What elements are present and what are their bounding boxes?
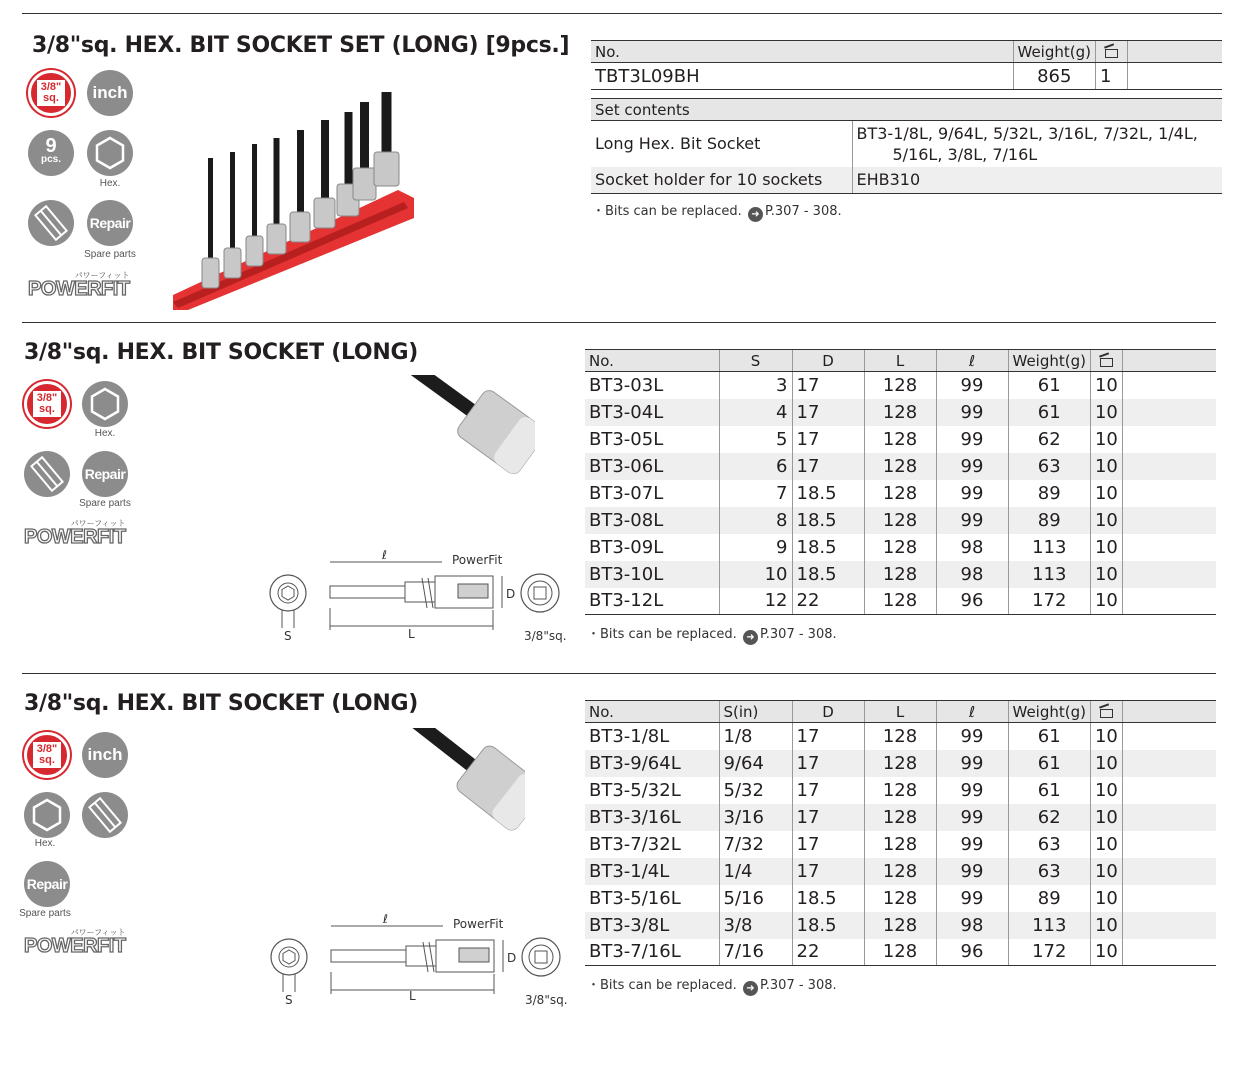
metric-note: ・Bits can be replaced. ➜ P.307 - 308.	[587, 627, 837, 643]
table-row: BT3-1/8L 1/8 17 128 99 61 10	[585, 723, 1216, 750]
section-divider	[22, 673, 1216, 674]
powerfit-logo: POWERFIT パワーフィット	[28, 271, 130, 300]
drive-size-badge: 3/8" sq.	[24, 732, 70, 778]
arrow-right-icon: ➜	[743, 981, 758, 996]
hex-badge	[24, 792, 70, 838]
col-weight: Weight(g)	[1013, 41, 1095, 63]
table-row: BT3-7/32L 7/32 17 128 99 63 10	[585, 831, 1216, 858]
dimension-diagram	[262, 548, 574, 648]
dim-sq-label: 3/8"sq.	[525, 993, 568, 1007]
table-row: BT3-3/8L 3/8 18.5 128 98 113 10	[585, 912, 1216, 939]
hex-badge	[82, 381, 128, 427]
metric-title: 3/8"sq. HEX. BIT SOCKET (LONG)	[24, 340, 418, 365]
hexagon-icon	[30, 798, 64, 832]
set-contents-header: Set contents	[591, 99, 1222, 121]
table-row: BT3-9/64L 9/64 17 128 99 61 10	[585, 750, 1216, 777]
hexagon-icon	[88, 387, 122, 421]
arrow-right-icon: ➜	[743, 630, 758, 645]
page-reference[interactable]: P.307 - 308.	[759, 978, 837, 993]
powerfit-logo: POWERFIT パワーフィット	[24, 519, 126, 548]
set-contents-table	[591, 98, 1222, 194]
table-row: BT3-04L 4 17 128 99 61 10	[585, 399, 1216, 426]
inch-title: 3/8"sq. HEX. BIT SOCKET (LONG)	[24, 691, 418, 716]
box-icon	[1105, 49, 1118, 58]
arrow-right-icon: ➜	[748, 207, 763, 222]
table-row: BT3-3/16L 3/16 17 128 99 62 10	[585, 804, 1216, 831]
hex-badge	[87, 130, 133, 176]
repair-caption: Spare parts	[19, 908, 71, 919]
dim-powerfit-label: PowerFit	[452, 553, 503, 567]
table-row: BT3-03L 3 17 128 99 61 10	[585, 372, 1216, 399]
section-divider	[22, 322, 1216, 323]
repair-badge: Repair	[87, 200, 133, 246]
col-no: No.	[591, 41, 1013, 63]
metric-spec-table: No. S D L ℓ Weight(g) BT3-03L 3 17 128 99 61 10 BT3-04L 4 17 128 99 61 10 BT3-05L 5 17 128 99 62 10 BT3-06L 6 17 128 99 63 10 BT3-07L 7 18.5 128 99 89 10 BT3-08L 8 18.5 128 99 89 10 BT3-09L 9 18.5 128 98 113 10 BT3-10L 10 18.5 128 98 113 10 BT3-12L 12 22 128 96 172 10	[585, 349, 1216, 615]
repair-caption: Spare parts	[84, 249, 136, 260]
pieces-badge: 9 pcs.	[28, 130, 74, 176]
dimension-diagram	[263, 912, 575, 1012]
page-reference[interactable]: P.307 - 308.	[764, 204, 842, 219]
page-reference[interactable]: P.307 - 308.	[759, 627, 837, 642]
table-row: BT3-10L 10 18.5 128 98 113 10	[585, 561, 1216, 588]
hex-caption: Hex.	[34, 838, 56, 849]
hex-bit-badge	[28, 200, 74, 246]
hexagon-icon	[93, 136, 127, 170]
hex-caption: Hex.	[99, 178, 121, 189]
box-icon	[1100, 358, 1113, 367]
dim-s-label: S	[285, 993, 293, 1007]
hex-caption: Hex.	[94, 428, 116, 439]
socket-set-image	[168, 90, 418, 315]
hex-bit-icon	[33, 205, 69, 241]
hex-bit-badge	[82, 792, 128, 838]
dim-sq-label: 3/8"sq.	[524, 629, 567, 643]
table-row: BT3-5/16L 5/16 18.5 128 99 89 10	[585, 885, 1216, 912]
drive-size-badge: 3/8" sq.	[28, 70, 74, 116]
set-note: ・Bits can be replaced. ➜ P.307 - 308.	[592, 204, 842, 220]
dim-powerfit-label: PowerFit	[453, 917, 504, 931]
inch-note: ・Bits can be replaced. ➜ P.307 - 308.	[587, 978, 837, 994]
table-row: BT3-1/4L 1/4 17 128 99 63 10	[585, 858, 1216, 885]
hex-bit-icon	[29, 456, 65, 492]
repair-caption: Spare parts	[79, 498, 131, 509]
dim-ell-label: ℓ	[383, 912, 388, 926]
section-divider	[22, 13, 1222, 14]
inch-badge: inch	[87, 70, 133, 116]
table-row: BT3-08L 8 18.5 128 99 89 10	[585, 507, 1216, 534]
table-row: BT3-7/16L 7/16 22 128 96 172 10	[585, 939, 1216, 966]
table-row: BT3-06L 6 17 128 99 63 10	[585, 453, 1216, 480]
set-spec-table	[591, 40, 1222, 90]
table-row: Socket holder for 10 sockets EHB310	[591, 167, 1222, 194]
table-row: BT3-07L 7 18.5 128 99 89 10	[585, 480, 1216, 507]
hex-bit-badge	[24, 451, 70, 497]
dim-d-label: D	[506, 587, 516, 601]
dim-ell-label: ℓ	[382, 548, 387, 562]
inch-badge: inch	[82, 732, 128, 778]
table-row: BT3-12L 12 22 128 96 172 10	[585, 588, 1216, 615]
table-row: BT3-09L 9 18.5 128 98 113 10	[585, 534, 1216, 561]
repair-badge: Repair	[82, 451, 128, 497]
dim-l-label: L	[408, 627, 415, 641]
dim-s-label: S	[284, 629, 292, 643]
repair-badge: Repair	[24, 861, 70, 907]
dim-d-label: D	[507, 951, 517, 965]
hex-bit-icon	[87, 797, 123, 833]
powerfit-logo: POWERFIT パワーフィット	[24, 928, 126, 957]
inch-spec-table: No. S(in) D L ℓ Weight(g) BT3-1/8L 1/8 17 128 99 61 10 BT3-9/64L 9/64 17 128 99 61 10 BT3-5/32L 5/32 17 128 99 61 10 BT3-3/16L 3/16 17 128 99 62 10 BT3-7/32L 7/32 17 128 99 63 10 BT3-1/4L 1/4 17 128 99 63 10 BT3-5/16L 5/16 18.5 128 99 89 10 BT3-3/8L 3/8 18.5 128 98 113 10 BT3-7/16L 7/16 22 128 96 172 10	[585, 700, 1216, 966]
table-row: BT3-05L 5 17 128 99 62 10	[585, 426, 1216, 453]
table-row: TBT3L09BH 865 1	[591, 63, 1222, 90]
table-row: BT3-5/32L 5/32 17 128 99 61 10	[585, 777, 1216, 804]
dim-l-label: L	[409, 989, 416, 1003]
set-title: 3/8"sq. HEX. BIT SOCKET SET (LONG) [9pcs.]	[32, 33, 570, 58]
box-icon	[1100, 709, 1113, 718]
col-qty	[1095, 41, 1127, 63]
drive-size-badge: 3/8" sq.	[24, 381, 70, 427]
table-row: Long Hex. Bit Socket BT3-1/8L, 9/64L, 5/32L, 3/16L, 7/32L, 1/4L, 5/16L, 3/8L, 7/16L	[591, 121, 1222, 167]
